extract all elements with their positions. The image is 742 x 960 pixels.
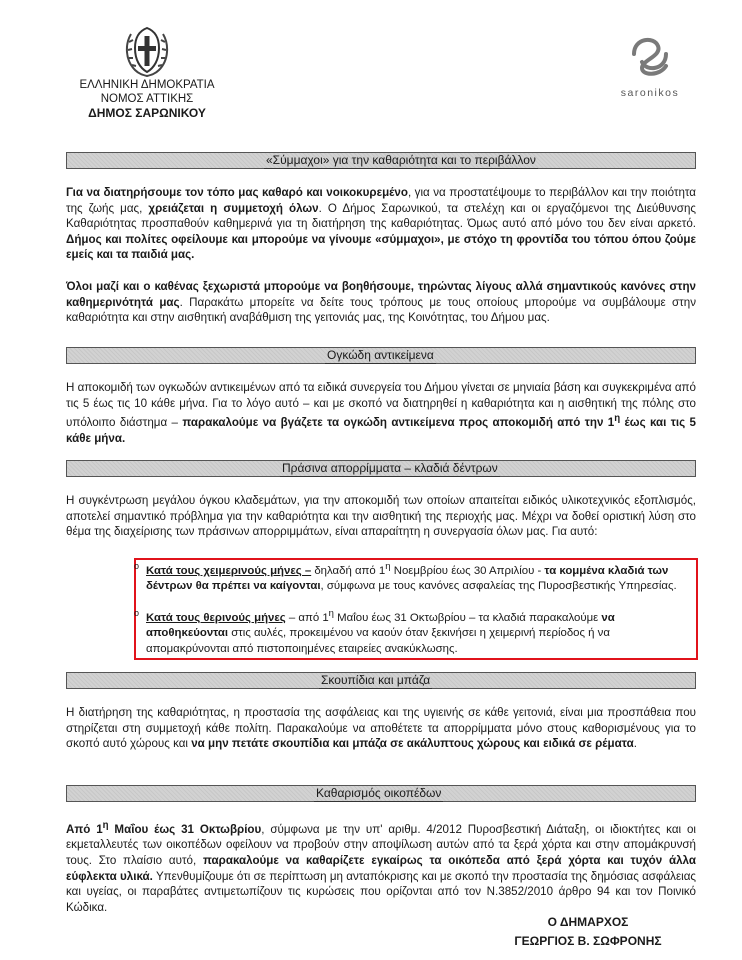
text-bold: τα κομμένα κλαδιά των δέντρων θα πρέπει να καίγονται [146,564,669,593]
section-header-allies [66,152,696,169]
text: Η διατήρηση της καθαριότητας, η προστασία της ασφάλειας και της υγιεινής σε κάθε γειτονιά, είναι μια προσπάθεια που στηρίζεται στη συμμετοχή κάθε πολίτη. Παρακαλούμε να αποθέτετε τα απορρίμματα μόνο στους καθορισμένους για το σκοπό αυτό χώρους και [66,706,696,751]
paragraph-allies-2 [66,279,696,326]
paragraph-allies-1 [66,185,696,263]
issuer-municipality: ΔΗΜΟΣ ΣΑΡΩΝΙΚΟΥ [88,106,206,120]
greek-emblem-icon [121,22,173,78]
text: , σύμφωνα με την υπ' αριθμ. 4/2012 Πυροσβεστική Διάταξη, οι ιδιοκτήτες και οι εκμεταλλευτές των οικοπέδων οφείλουν να προβούν στην αποψίλωση αυτών από τα ξερά χόρτα και στην απομάκρυνσή τους. Στο πλαίσιο αυτό, [66,822,696,868]
paragraph-bulky [66,380,696,446]
text-bold: Κατά τους θερινούς μήνες [146,611,286,624]
list-item-summer [134,606,692,657]
bullet-icon: o [134,608,140,618]
text: Η συγκέντρωση μεγάλου όγκου κλαδεμάτων, για την αποκομιδή των οποίων απαιτείται ειδικός υλικοτεχνικός εξοπλισμός, αποτελεί σημαντικό πρόβλημα για την καθαριότητα και την αισθητική της περιοχής μας. Μέχρι να δοθεί οριστική λύση στο θέμα της διαχείρισης των πράσινων απορριμμάτων, είναι απαραίτητη η συνεργασία όλων μας. Για αυτό: [66,494,696,539]
section-header-bulky [66,347,696,364]
text-bold: παρακαλούμε να καθαρίζετε εγκαίρως τα οικόπεδα από ξερά χόρτα και τυχόν άλλα εύφλεκτα υλικά. [66,854,696,883]
text: . Ο Δήμος Σαρωνικού, τα στελέχη και οι εργαζόμενοι της Διεύθυνσης Καθαριότητας προσπαθούν καθημερινά για τη διατήρηση της καθαριότητας. Όμως αυτό από μόνο του δεν είναι αρκετό. [66,201,696,231]
superscript: η [102,820,109,831]
paragraph-plots [66,818,696,915]
logo-text: saronikos [620,87,680,99]
list-item-winter [134,559,692,595]
text: . Παρακάτω μπορείτε να δείτε τους τρόπους με τους οποίους μπορούμε να συμβάλουμε στην καθαριότητα και στην αισθητική αναβάθμιση της γειτονιάς μας, της Κοινότητας, του Δήμου μας. [66,295,696,325]
section-title-green-waste: Πράσινα απορρίμματα – κλαδιά δέντρων [282,461,498,475]
text: , για να προστατέψουμε το περιβάλλον και την ποιότητα της ζωής μας, [66,186,697,215]
signature-title: Ο ΔΗΜΑΡΧΟΣ [547,915,629,929]
text: Μαΐου έως 31 Οκτωβρίου – τα κλαδιά παρακαλούμε [333,611,602,624]
superscript: η [328,608,334,619]
paragraph-garbage [66,705,696,752]
section-title-plots: Καθαρισμός οικοπέδων [316,786,442,800]
section-header-plots [66,785,696,802]
text: δηλαδή από 1 [311,564,386,577]
signature-name: ΓΕΩΡΓΙΟΣ Β. ΣΩΦΡΟΝΗΣ [514,934,662,948]
saronikos-logo [610,30,690,100]
text: Η αποκομιδή των ογκωδών αντικειμένων από τα ειδικά συνεργεία του Δήμου γίνεται σε μηνιαία βάση και συγκεκριμένα από τις 5 έως τις 10 κάθε μήνα. Για το λόγο αυτό – και με σκοπό να διατηρηθεί η καθαριότητα και η αισθητική της πόλης στο υπόλοιπο διάστημα – [66,381,696,430]
issuer-prefecture: ΝΟΜΟΣ ΑΤΤΙΚΗΣ [100,93,194,105]
text: στις αυλές, προκειμένου να καούν όταν ξεκινήσει η χειμερινή περίοδος ή να απομακρύνονται από πιστοποιημένες εταιρείες ανακύκλωσης. [146,627,610,655]
section-title-allies: «Σύμμαχοι» για την καθαριότητα και το περιβάλλον [266,153,536,167]
issuer-header [62,78,232,120]
signature-block [498,913,678,951]
text-bold: έως και τις 5 κάθε μήνα. [66,416,696,445]
text-bold: να αποθηκεύονται [146,611,615,640]
section-header-green-waste [66,460,696,477]
text: Νοεμβρίου έως 30 Απριλίου - [390,564,545,577]
text-bold: παρακαλούμε να βγάζετε τα ογκώδη αντικείμενα προς αποκομιδή από την 1 [182,416,615,430]
section-title-bulky: Ογκώδη αντικείμενα [327,348,434,362]
bullet-icon: o [134,561,140,571]
text: . [633,737,637,751]
text-bold: Για να διατηρήσουμε τον τόπο μας καθαρό και νοικοκυρεμένο [66,186,408,199]
superscript: η [385,561,391,572]
section-header-garbage [66,672,696,689]
superscript: η [614,413,621,425]
text-bold: Όλοι μαζί και ο καθένας ξεχωριστά μπορούμε να βοηθήσουμε, τηρώντας λίγους αλλά σημαντικούς κανόνες στην καθημερινότητά μας [66,280,696,309]
text-bold: Κατά τους χειμερινούς μήνες – [146,564,312,577]
paragraph-green-waste [66,493,696,540]
text-bold: Μαΐου έως 31 Οκτωβρίου [108,822,262,836]
text-bold: Δήμος και πολίτες οφείλουμε και μπορούμε να γίνουμε «σύμμαχοι», με στόχο τη φροντίδα του τόπου όπου ζούμε εμείς και τα παιδιά μας. [66,232,696,262]
text-bold: χρειάζεται η συμμετοχή όλων [148,201,319,215]
text-bold: να μην πετάτε σκουπίδια και μπάζα σε ακάλυπτους χώρους και ειδικά σε ρέματα [191,737,634,751]
saronikos-logo-icon [620,30,680,80]
section-title-garbage: Σκουπίδια και μπάζα [321,673,431,687]
issuer-country: ΕΛΛΗΝΙΚΗ ΔΗΜΟΚΡΑΤΙΑ [79,79,215,91]
text: Υπενθυμίζουμε ότι σε περίπτωση μη ανταπόκρισης και με σκοπό την προστασία της δημόσιας ασφάλειας και υγείας, οι παραβάτες αντιμετωπίζουν τις κυρώσεις που ορίζονται από τον Ν.3852/2010 άρθρο 94 και τον Ποινικό Κώδικα. [66,869,696,914]
text: – από 1 [285,611,329,624]
text-bold: Από 1 [66,822,103,836]
text: , σύμφωνα με τους κανόνες ασφαλείας της Πυροσβεστικής Υπηρεσίας. [320,580,677,593]
